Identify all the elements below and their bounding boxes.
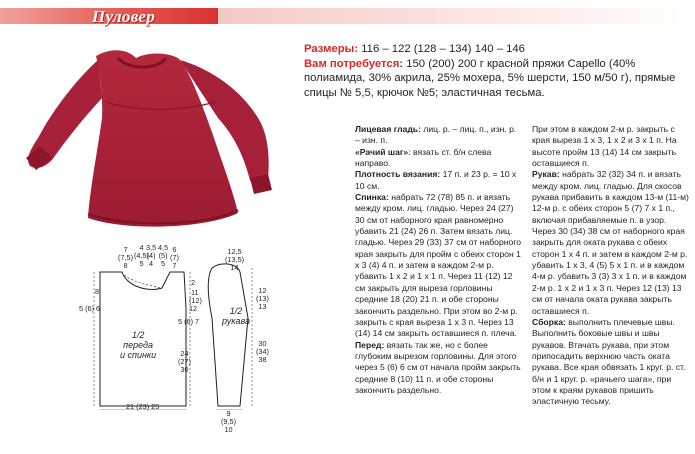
dim-top-d — [158, 244, 168, 268]
instructions-column-1 — [355, 124, 522, 396]
dim-right-567: 5 (6) 7 — [178, 317, 200, 326]
dim-right-24-text: 24 (27) 30 — [178, 349, 191, 374]
front-back-piece-text: 1/2 переда и спинки — [120, 330, 157, 360]
dim-sleeve-bottom-text: 9 (9,5) 10 — [221, 409, 237, 434]
dim-left-566: 5 (6) 6 — [79, 304, 101, 313]
gauge-text: 17 п. и 23 р. = 10 х 10 см. — [355, 169, 517, 191]
dim-top-c-text: 3,5 (4) 4 — [146, 243, 157, 268]
dim-left-8: 8 — [95, 287, 100, 296]
dim-top-d-text: 4,5 (5) 5 — [158, 243, 169, 268]
dim-top-b-text: 4 (4,5) 5 — [134, 243, 150, 268]
paragraph-crab-stitch — [355, 147, 522, 170]
dim-top-e-text: 6 (7) 7 — [170, 245, 179, 270]
dim-right-1212 — [189, 297, 202, 313]
dim-right-24 — [178, 350, 191, 374]
stockinette-label: Лицевая гладь: — [355, 124, 421, 134]
dim-bottom-front: 21 (23) 25 — [126, 402, 160, 411]
schematic-drawing — [90, 258, 262, 410]
paragraph-back — [355, 192, 522, 339]
sleeve-piece-label — [222, 306, 250, 326]
crab-stitch-text: : вязать ст. б/н слева направо. — [355, 146, 492, 169]
header-fade — [218, 8, 695, 24]
sleeve-piece-text: 1/2 рукава — [222, 306, 250, 326]
sleeve-text: набрать 32 (32) 34 п. и вязать между кром. лиц. гладью. Для скосов рукава прибавить в каждом 13-м (11-м) 12-м р. с обеих сторон 5 (7) 7 х 1 п., включая прибавляемые п. в узор. Через 30 (34) 38 см от наборного края закрыть для оката рукава с обеих сторон 1 х 4 п. и затем в каждом 2-м р. убавить 1 х 3, 4 (5) 5 х 1 п. и в каждом 4-м р. убавить 3 (3) 3 х 1 п. и в каждом 2-м р. 1 х 2 и 1 х 3 п. Через 12 (13) 13 см от начала оката рукава закрыть оставшиеся п. — [532, 169, 689, 316]
sizes-label: Размеры: — [304, 43, 359, 55]
paragraph-stockinette — [355, 124, 522, 147]
paragraph-sleeve — [532, 169, 692, 316]
dim-top-e — [170, 246, 179, 270]
dim-sleeve-top — [225, 248, 244, 272]
front-back-piece-label — [120, 330, 156, 360]
dim-right-11: 11 — [191, 288, 199, 297]
front-text: вязать так же, но с более глубоким вырезом горловины. Для этого через 5 (6) 6 см от начала пройм закрыть средние 8 (10) 11 п. и обе стороны закончить раздельно. — [355, 339, 521, 395]
dim-sleeve-right-30 — [256, 340, 269, 364]
sleeve-label: Рукав: — [532, 169, 560, 180]
assembly-text: выполнить плечевые швы. Выполнить боковые швы и швы рукавов. Втачать рукава, при этом припосадить верхнюю часть оката рукава. Все края обвязать 1 круг. р. ст. б/н и 1 круг. р. «рачьего шага», при этом к краям рукавов пришить эластичную тесьму. — [532, 316, 686, 407]
materials-label: Вам потребуется: — [304, 57, 404, 70]
dim-right-2: 2 — [191, 278, 196, 287]
materials-block — [304, 42, 684, 100]
sleeve-outline — [208, 264, 248, 406]
gauge-label: Плотность вязания: — [355, 169, 441, 180]
materials-value: 150 (200) 200 г красной пряжи Capello (40% полиамида, 30% акрила, 25% мохера, 5% шерсти, 150 м/50 г), прямые спицы № 5,5, крючок №5; эластичная тесьма. — [304, 57, 676, 99]
back-label: Спинка: — [355, 192, 389, 203]
paragraph-front — [355, 340, 522, 397]
sweater-photo — [18, 28, 280, 246]
dim-sleeve-right-30-text: 30 (34) 38 — [256, 339, 269, 364]
dim-sleeve-right-12 — [256, 287, 269, 311]
dim-sleeve-top-text: 12,5 (13,5) 14 — [225, 247, 245, 272]
front-label: Перед: — [355, 339, 385, 350]
page-title: Пуловер — [92, 7, 156, 26]
dim-right-1212-text: (12) 12 — [189, 296, 202, 313]
paragraph-front-continued: При этом в каждом 2-м р. закрыть с края выреза 1 х 3, 1 х 2 и 3 х 1 п. На высоте пройм 13 (14) 14 см закрыть оставшиеся п. — [532, 124, 677, 169]
instructions-column-2 — [532, 124, 692, 408]
paragraph-assembly — [532, 317, 692, 408]
dim-sleeve-right-12-text: 12 (13) 13 — [256, 286, 269, 311]
back-text: набрать 72 (78) 85 п. и вязать между кром. лиц. гладью. Через 24 (27) 30 см от наборного края равномерно убавить 21 (24) 26 п. Затем вязать лиц. гладью. Через 29 (33) 37 см от наборного края закрыть для пройм с обеих сторон 1 х 3 (4) 4 п. и затем в каждом 2-м р. убавить 1 х 2 и 1 х 1 п. Через 11 (12) 12 см закрыть для выреза горловины средние 18 (20) 21 п. и обе стороны закончить раздельно. При этом во 2-м р. закрыть с края выреза 1 х 3 п. Через 13 (14) 14 см закрыть оставшиеся п. плеча. — [355, 192, 521, 339]
dim-top-a — [118, 246, 133, 270]
crab-stitch-label: «Рачий шаг» — [355, 146, 409, 157]
dim-top-c — [146, 244, 156, 268]
sizes-value: 116 – 122 (128 – 134) 140 – 146 — [358, 43, 525, 55]
paragraph-gauge — [355, 169, 522, 192]
stockinette-text: лиц. р. – лиц. п., изн. р. – изн. п. — [355, 124, 517, 146]
dim-sleeve-bottom — [221, 410, 236, 434]
dim-top-a-text: 7 (7,5) 8 — [118, 245, 134, 270]
assembly-label: Сборка: — [532, 316, 566, 327]
